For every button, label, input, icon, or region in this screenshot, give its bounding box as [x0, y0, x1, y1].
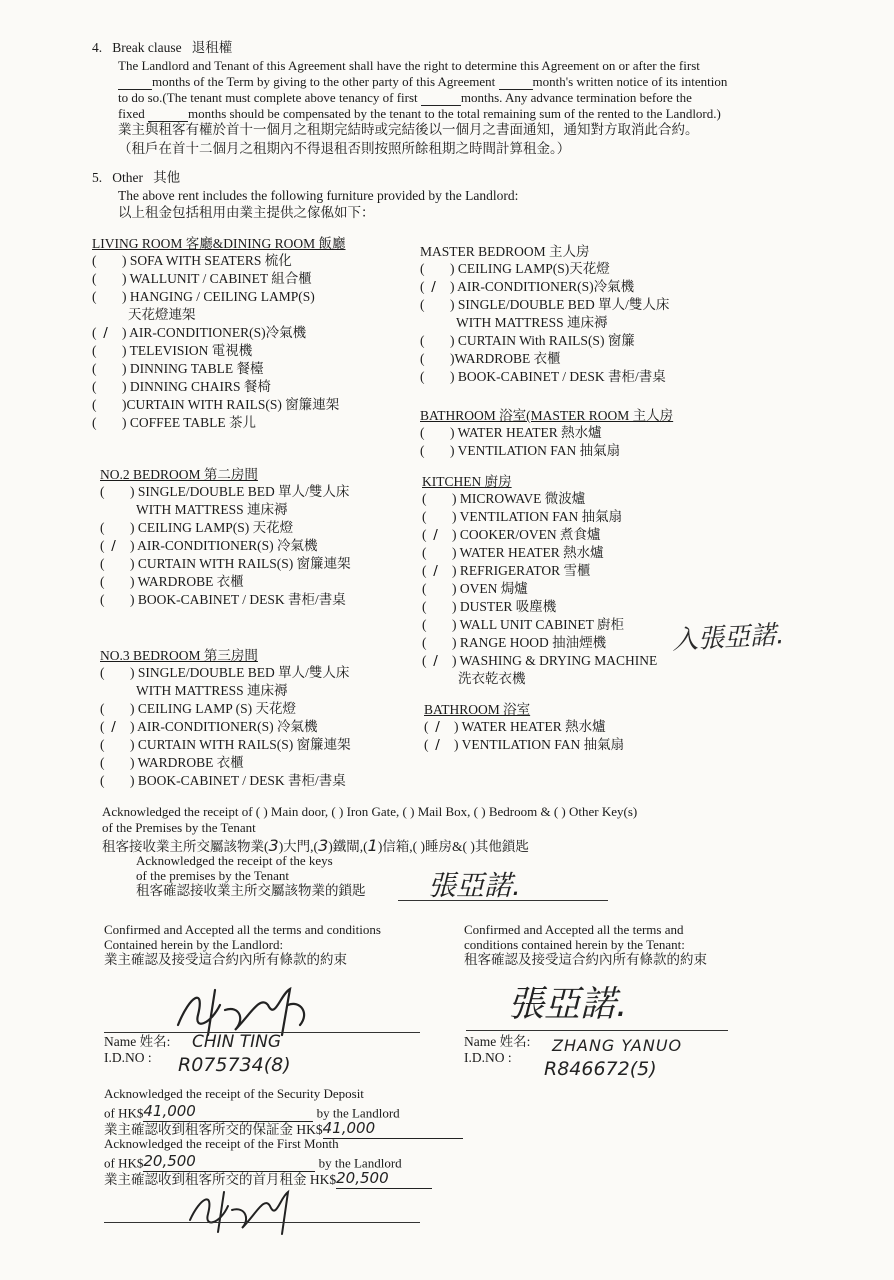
first-month-signature-line: [104, 1222, 420, 1223]
furniture-item: [420, 261, 669, 279]
checkbox-bracket: (: [422, 634, 434, 650]
furniture-item: [100, 484, 351, 502]
furniture-item: [100, 538, 351, 556]
clause4-zh-line2: （租戶在首十二個月之租期內不得退租否則按照所餘租期之時間計算租金。）: [118, 141, 571, 156]
bedroom2-section: [100, 467, 351, 610]
furniture-item-label: ) DINNING CHAIRS 餐椅: [122, 378, 271, 394]
furniture-item-label: WITH MATTRESS 連床褥: [136, 501, 288, 517]
master-bedroom-heading: MASTER BEDROOM 主人房: [420, 244, 590, 259]
checkbox-bracket: (: [100, 772, 112, 788]
keys-zh-rest: )信箱,( )睡房&( )其他鎖匙: [377, 839, 529, 854]
clause4-fixed: fixed: [118, 106, 145, 121]
furniture-item: [100, 773, 351, 791]
furniture-item-label: ) WARDROBE 衣櫃: [130, 754, 244, 770]
furniture-item: [100, 719, 351, 737]
clause4-line-2b-text: month's written notice of its intention: [532, 74, 728, 89]
tick-mark: /: [433, 562, 438, 579]
checkbox-bracket: (: [100, 573, 112, 589]
clause4-line-3-text: to do so.(The tenant must complete above tenancy of first: [118, 90, 418, 105]
checkbox-bracket: (: [92, 342, 104, 358]
furniture-item-label: 天花燈連架: [128, 306, 196, 322]
deposit-amount: 41,000: [143, 1102, 313, 1122]
furniture-item: [422, 563, 657, 581]
furniture-item-label: ) CEILING LAMP(S) 天花燈: [130, 519, 294, 535]
furniture-item: [420, 333, 669, 351]
bathroom-master-section: [420, 408, 673, 461]
deposit-by-landlord: by the Landlord: [316, 1105, 400, 1121]
keys-zh-iron-gate: )鐵閘,(: [328, 839, 368, 854]
landlord-line-2: Contained herein by the Landlord:: [104, 937, 284, 952]
furniture-item: [422, 509, 657, 527]
furniture-item-label: ) REFRIGERATOR 雪櫃: [452, 562, 591, 578]
checkbox-bracket: (: [100, 664, 112, 680]
furniture-item: [420, 425, 673, 443]
furniture-item: [100, 665, 351, 683]
checkbox-bracket: (: [100, 736, 112, 752]
clause4-line-1: The Landlord and Tenant of this Agreement shall have the right to determine this Agreement on or after the first: [118, 58, 700, 73]
furniture-item-label: ) AIR-CONDITIONER(S)冷氣機: [122, 324, 307, 340]
checkbox-bracket: (: [422, 580, 434, 596]
furniture-item: [100, 755, 351, 773]
furniture-item: [100, 683, 351, 701]
furniture-item: [100, 737, 351, 755]
tenant-line-1: Confirmed and Accepted all the terms and: [464, 922, 684, 937]
clause4-line-3: [118, 90, 692, 106]
checkbox-bracket: (: [420, 368, 432, 384]
checkbox-bracket: (: [420, 442, 432, 458]
landlord-line-1: Confirmed and Accepted all the terms and conditions: [104, 922, 381, 937]
furniture-item-label: ) SOFA WITH SEATERS 梳化: [122, 252, 292, 268]
tick-mark: /: [111, 718, 116, 735]
furniture-item-label: ) CEILING LAMP(S)天花燈: [450, 260, 610, 276]
furniture-item-label: ) HANGING / CEILING LAMP(S): [122, 288, 315, 304]
furniture-item: [422, 491, 657, 509]
furniture-item-label: ) TELEVISION 電視機: [122, 342, 253, 358]
bathroom-master-items: [420, 425, 673, 461]
living-room-items: [92, 253, 346, 433]
furniture-item-label: ) CURTAIN WITH RAILS(S) 窗簾連架: [130, 555, 351, 571]
furniture-item: [92, 397, 346, 415]
checkbox-bracket: (: [422, 544, 434, 560]
tenant-name-label: Name 姓名:: [464, 1034, 531, 1049]
keys-signature-line: [398, 900, 608, 901]
clause4-line-2: [118, 74, 727, 90]
kitchen-section: [422, 474, 657, 689]
furniture-item-label: ) SINGLE/DOUBLE BED 單人/雙人床: [130, 483, 350, 499]
furniture-item-label: ) CURTAIN With RAILS(S) 窗簾: [450, 332, 635, 348]
furniture-item-label: ) WARDROBE 衣櫃: [130, 573, 244, 589]
clause5-number: 5.: [92, 170, 103, 185]
clause5-title-zh: 其他: [153, 170, 181, 185]
bedroom3-items: [100, 665, 351, 791]
first-month-line-1: Acknowledged the receipt of the First Month: [104, 1136, 339, 1151]
furniture-item: [92, 307, 346, 325]
deposit-amount-zh: 41,000: [323, 1119, 463, 1139]
tenant-id-value: R846672(5): [544, 1058, 657, 1080]
master-bedroom-items: [420, 261, 669, 387]
furniture-item: [422, 671, 657, 689]
clause4-line-3b-text: months. Any advance termination before the: [460, 90, 692, 105]
clause5-title: Other: [112, 170, 143, 185]
checkbox-bracket: (: [100, 700, 112, 716]
furniture-item-label: ) WATER HEATER 熱水爐: [450, 424, 602, 440]
tick-mark: /: [433, 526, 438, 543]
living-room-heading: LIVING ROOM 客廳&DINING ROOM 飯廳: [92, 236, 346, 251]
furniture-item: [92, 379, 346, 397]
furniture-item: [92, 271, 346, 289]
checkbox-bracket: (: [100, 519, 112, 535]
furniture-item-label: ) COFFEE TABLE 茶儿: [122, 414, 257, 430]
bedroom3-heading: NO.3 BEDROOM 第三房間: [100, 648, 258, 663]
furniture-item-label: ) VENTILATION FAN 抽氣扇: [454, 736, 625, 752]
landlord-name-label: Name 姓名:: [104, 1034, 171, 1049]
keys-line-2: of the Premises by the Tenant: [102, 820, 256, 835]
landlord-id-value: R075734(8): [178, 1054, 291, 1076]
furniture-item-label: ) WATER HEATER 熱水爐: [454, 718, 606, 734]
first-month-amount: 20,500: [143, 1152, 315, 1172]
keys-tenant-signature: 張亞諾.: [428, 869, 521, 902]
checkbox-bracket: ( /: [424, 718, 440, 735]
furniture-item-label: )WARDROBE 衣櫃: [450, 350, 561, 366]
bathroom-section: [424, 702, 624, 755]
furniture-item-label: ) MICROWAVE 微波爐: [452, 490, 586, 506]
checkbox-bracket: (: [92, 360, 104, 376]
tenant-signature-line: [466, 1030, 728, 1031]
checkbox-bracket: (: [420, 296, 432, 312]
bathroom-heading: BATHROOM 浴室: [424, 702, 531, 717]
checkbox-bracket: (: [420, 424, 432, 440]
first-month-of-hk: of HK$: [104, 1155, 144, 1171]
furniture-item: [100, 520, 351, 538]
furniture-item: [424, 719, 624, 737]
bedroom2-items: [100, 484, 351, 610]
furniture-item: [92, 415, 346, 433]
furniture-item: [92, 325, 346, 343]
furniture-item: [420, 297, 669, 315]
checkbox-bracket: ( /: [92, 324, 108, 341]
landlord-id-label: I.D.NO :: [104, 1050, 152, 1065]
clause4-zh-line1: 業主與租客有權於首十一個月之租期完結時或完結後以一個月之書面通知，通知對方取消此合約。: [118, 122, 699, 137]
furniture-item: [422, 635, 657, 653]
clause4-number: 4.: [92, 40, 103, 55]
keys-line-1: Acknowledged the receipt of ( ) Main door, ( ) Iron Gate, ( ) Mail Box, ( ) Bedroom & ( ) Other Key(s): [102, 804, 638, 819]
furniture-item-label: ) RANGE HOOD 抽油煙機: [452, 634, 607, 650]
checkbox-bracket: (: [420, 350, 432, 366]
clause4-line-4-text: months should be compensated by the tenant to the total remaining sum of the rented to the Landlord.): [187, 106, 721, 121]
checkbox-bracket: (: [100, 483, 112, 499]
checkbox-bracket: (: [92, 396, 104, 412]
furniture-item: [92, 343, 346, 361]
furniture-item: [422, 581, 657, 599]
checkbox-bracket: (: [92, 378, 104, 394]
furniture-item: [420, 351, 669, 369]
main-door-count: 3: [268, 836, 279, 855]
checkbox-bracket: ( /: [420, 278, 436, 295]
furniture-item: [100, 556, 351, 574]
clause4-heading: [92, 40, 232, 57]
furniture-item-label: ) VENTILATION FAN 抽氣扇: [452, 508, 623, 524]
furniture-item: [100, 592, 351, 610]
tenant-line-2: conditions contained herein by the Tenant:: [464, 937, 685, 952]
furniture-item-label: ) OVEN 焗爐: [452, 580, 528, 596]
furniture-item-label: 洗衣乾衣機: [458, 670, 526, 686]
furniture-item: [100, 701, 351, 719]
checkbox-bracket: ( /: [424, 736, 440, 753]
checkbox-bracket: (: [422, 508, 434, 524]
tenant-name-value: ZHANG YANUO: [552, 1036, 683, 1055]
furniture-item: [422, 527, 657, 545]
furniture-item: [422, 653, 657, 671]
furniture-item: [422, 617, 657, 635]
checkbox-bracket: (: [92, 252, 104, 268]
furniture-item-label: ) DUSTER 吸塵機: [452, 598, 557, 614]
furniture-item-label: )CURTAIN WITH RAILS(S) 窗簾連架: [122, 396, 340, 412]
tenant-line-3: 租客確認及接受這合約內所有條款的約束: [464, 952, 707, 967]
furniture-item: [420, 369, 669, 387]
furniture-item-label: ) AIR-CONDITIONER(S) 冷氣機: [130, 718, 318, 734]
furniture-item-label: ) SINGLE/DOUBLE BED 單人/雙人床: [450, 296, 670, 312]
furniture-item-label: ) WALLUNIT / CABINET 組合櫃: [122, 270, 312, 286]
checkbox-bracket: ( /: [422, 652, 438, 669]
checkbox-bracket: (: [92, 414, 104, 430]
furniture-item: [100, 502, 351, 520]
furniture-item: [420, 443, 673, 461]
first-month-by-landlord: by the Landlord: [318, 1155, 402, 1171]
clause4-title: Break clause: [112, 40, 182, 55]
clause5-intro-en: The above rent includes the following furniture provided by the Landlord:: [118, 188, 519, 203]
checkbox-bracket: (: [422, 490, 434, 506]
keys-ack-en1: Acknowledged the receipt of the keys: [136, 853, 333, 868]
bedroom3-section: [100, 648, 351, 791]
furniture-item-label: ) SINGLE/DOUBLE BED 單人/雙人床: [130, 664, 350, 680]
checkbox-bracket: (: [100, 555, 112, 571]
checkbox-bracket: ( /: [422, 526, 438, 543]
clause4-title-zh: 退租權: [191, 40, 233, 55]
furniture-item: [100, 574, 351, 592]
bedroom2-heading: NO.2 BEDROOM 第二房間: [100, 467, 258, 482]
keys-zh-main-door: )大門,(: [278, 839, 319, 854]
furniture-item-label: WITH MATTRESS 連床褥: [136, 682, 288, 698]
furniture-item: [424, 737, 624, 755]
bathroom-items: [424, 719, 624, 755]
keys-zh-prefix: 租客接收業主所交屬該物業(: [102, 839, 269, 854]
checkbox-bracket: (: [420, 332, 432, 348]
kitchen-heading: KITCHEN 廚房: [422, 474, 512, 489]
furniture-item: [420, 315, 669, 333]
furniture-item: [420, 279, 669, 297]
iron-gate-count: 3: [318, 836, 329, 855]
clause4-line-2-text: months of the Term by giving to the other party of this Agreement: [152, 74, 496, 89]
checkbox-bracket: (: [100, 591, 112, 607]
mailbox-count: 1: [367, 836, 378, 855]
keys-ack-en2: of the premises by the Tenant: [136, 868, 290, 883]
furniture-item-label: ) CEILING LAMP (S) 天花燈: [130, 700, 296, 716]
checkbox-bracket: ( /: [100, 718, 116, 735]
furniture-item-label: ) DINNING TABLE 餐檯: [122, 360, 264, 376]
master-bedroom-section: [420, 244, 669, 387]
furniture-item-label: ) BOOK-CABINET / DESK 書柜/書桌: [130, 591, 346, 607]
clause4-line-4: [118, 106, 721, 122]
bathroom-master-heading: BATHROOM 浴室(MASTER ROOM 主人房: [420, 408, 674, 423]
checkbox-bracket: (: [420, 260, 432, 276]
first-month-zh: 業主確認收到租客所交的首月租金 HK$: [104, 1171, 337, 1187]
checkbox-bracket: (: [100, 754, 112, 770]
keys-ack-zh: 租客確認接收業主所交屬該物業的鎖匙: [136, 883, 366, 898]
checkbox-bracket: (: [92, 288, 104, 304]
checkbox-bracket: (: [422, 616, 434, 632]
deposit-line-1: Acknowledged the receipt of the Security Deposit: [104, 1086, 364, 1101]
tenant-signature: 張亞諾.: [508, 984, 628, 1025]
kitchen-handwritten-note: 入張亞諾.: [671, 620, 785, 656]
tick-mark: /: [103, 324, 108, 341]
tick-mark: /: [431, 278, 436, 295]
furniture-item-label: ) WALL UNIT CABINET 廚柜: [452, 616, 624, 632]
first-month-amount-zh: 20,500: [336, 1169, 432, 1189]
furniture-item-label: ) COOKER/OVEN 煮食爐: [452, 526, 601, 542]
deposit-zh: 業主確認收到租客所交的保証金 HK$: [104, 1121, 323, 1137]
furniture-item-label: ) AIR-CONDITIONER(S) 冷氣機: [130, 537, 318, 553]
furniture-item: [92, 361, 346, 379]
tick-mark: /: [435, 736, 440, 753]
checkbox-bracket: (: [422, 598, 434, 614]
tenant-id-label: I.D.NO :: [464, 1050, 512, 1065]
furniture-item: [422, 599, 657, 617]
checkbox-bracket: (: [92, 270, 104, 286]
tick-mark: /: [111, 537, 116, 554]
furniture-item: [92, 253, 346, 271]
furniture-item-label: ) BOOK-CABINET / DESK 書柜/書桌: [450, 368, 666, 384]
kitchen-items: [422, 491, 657, 689]
checkbox-bracket: ( /: [422, 562, 438, 579]
furniture-item: [92, 289, 346, 307]
furniture-item-label: ) BOOK-CABINET / DESK 書柜/書桌: [130, 772, 346, 788]
furniture-item-label: WITH MATTRESS 連床褥: [456, 314, 608, 330]
clause5-heading: [92, 170, 180, 187]
landlord-name-value: CHIN TING: [192, 1032, 282, 1052]
furniture-item-label: ) VENTILATION FAN 抽氣扇: [450, 442, 621, 458]
clause5-intro-zh: 以上租金包括租用由業主提供之傢俬如下：: [118, 205, 375, 220]
furniture-item-label: ) WATER HEATER 熱水爐: [452, 544, 604, 560]
furniture-item: [422, 545, 657, 563]
furniture-item-label: ) AIR-CONDITIONER(S)冷氣機: [450, 278, 635, 294]
landlord-signature-2: [170, 1180, 310, 1240]
deposit-of-hk: of HK$: [104, 1105, 144, 1121]
furniture-item-label: ) WASHING & DRYING MACHINE: [452, 652, 658, 668]
furniture-item-label: ) CURTAIN WITH RAILS(S) 窗簾連架: [130, 736, 351, 752]
checkbox-bracket: ( /: [100, 537, 116, 554]
tick-mark: /: [433, 652, 438, 669]
tick-mark: /: [435, 718, 440, 735]
living-room-section: [92, 236, 346, 433]
landlord-line-3: 業主確認及接受這合約內所有條款的約束: [104, 952, 347, 967]
